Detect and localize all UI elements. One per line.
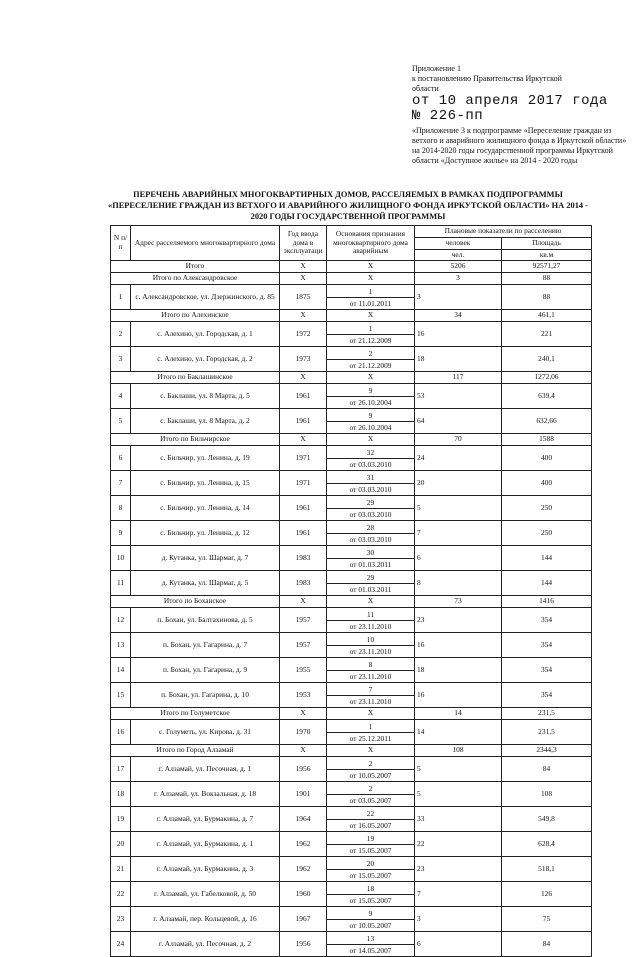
- table-body: [111, 261, 592, 957]
- row-basis: [327, 882, 415, 907]
- subtotal-area: 2344,3: [502, 745, 592, 757]
- appendix-note: «Приложение 3 к подпрограмме «Переселение граждан из ветхого и аварийного жилищного фонда в Иркутской области» на 2014-2020 годы государственной программы Иркутской области «Доступное жилье» на 2014 - 2020 годы: [412, 126, 627, 165]
- subtotal-people: 73: [415, 596, 502, 608]
- row-address: п. Бохан, ул. Балтахинова, д. 5: [131, 608, 280, 633]
- row-number: 23: [111, 907, 131, 932]
- row-year: 1967: [280, 907, 327, 932]
- basis-doc-number: 18: [327, 883, 414, 895]
- subtotal-people: 117: [415, 372, 502, 384]
- basis-doc-number: 2: [327, 348, 414, 360]
- subtotal-year: X: [280, 745, 327, 757]
- row-people: 53: [415, 384, 502, 409]
- subtotal-row: [111, 372, 592, 384]
- row-address: с. Бильчир, ул. Ленина, д. 12: [131, 521, 280, 546]
- table-row: [111, 446, 592, 471]
- basis-doc-date: от 01.03.2011: [349, 584, 392, 594]
- basis-doc-date: от 03.03.2010: [349, 534, 392, 544]
- row-area: 400: [502, 446, 592, 471]
- row-number: 4: [111, 384, 131, 409]
- subtotal-label: Итого по Бильчирское: [111, 434, 280, 446]
- basis-doc-date: от 21.12.2009: [349, 360, 392, 370]
- subtotal-label: Итого по Город Алзамай: [111, 745, 280, 757]
- basis-doc-number: 19: [327, 833, 414, 845]
- row-people: 22: [415, 832, 502, 857]
- subtotal-row: [111, 708, 592, 720]
- basis-doc-number: 20: [327, 858, 414, 870]
- row-year: 1956: [280, 757, 327, 782]
- table-row: [111, 757, 592, 782]
- row-people: 16: [415, 683, 502, 708]
- basis-doc-date: от 15.05.2007: [349, 895, 392, 905]
- subtotal-year: X: [280, 273, 327, 285]
- row-basis: [327, 409, 415, 434]
- document-header: [412, 64, 627, 166]
- subtotal-row: [111, 596, 592, 608]
- basis-doc-number: 22: [327, 808, 414, 820]
- subtotal-row: [111, 261, 592, 273]
- basis-doc-date: от 11.01.2011: [349, 298, 392, 308]
- row-year: 1973: [280, 347, 327, 372]
- subtotal-basis: X: [327, 372, 415, 384]
- row-people: 7: [415, 521, 502, 546]
- table-row: [111, 857, 592, 882]
- row-area: 628,4: [502, 832, 592, 857]
- subtotal-people: 14: [415, 708, 502, 720]
- row-people: 16: [415, 633, 502, 658]
- subtotal-basis: X: [327, 434, 415, 446]
- basis-doc-date: от 21.12.2009: [349, 335, 392, 345]
- row-number: 8: [111, 496, 131, 521]
- row-address: г. Алзамай, пер. Кольцевой, д. 16: [131, 907, 280, 932]
- row-number: 19: [111, 807, 131, 832]
- basis-doc-date: от 23.11.2010: [349, 671, 392, 681]
- header-number: N п/п: [111, 226, 131, 261]
- header-year: Год ввода дома в эксплуатаци: [280, 226, 327, 261]
- row-people: 64: [415, 409, 502, 434]
- basis-doc-date: от 14.05.2007: [349, 945, 392, 955]
- row-address: г. Алзамай, ул. Бурмакина, д. 3: [131, 857, 280, 882]
- row-year: 1962: [280, 832, 327, 857]
- row-address: п. Бохан, ул. Гагарина, д. 7: [131, 633, 280, 658]
- table-row: [111, 521, 592, 546]
- row-number: 2: [111, 322, 131, 347]
- row-basis: [327, 782, 415, 807]
- row-basis: [327, 496, 415, 521]
- row-number: 10: [111, 546, 131, 571]
- basis-doc-number: 9: [327, 908, 414, 920]
- subtotal-year: X: [280, 372, 327, 384]
- row-basis: [327, 807, 415, 832]
- subtotal-year: X: [280, 310, 327, 322]
- row-number: 21: [111, 857, 131, 882]
- row-number: 17: [111, 757, 131, 782]
- row-year: 1961: [280, 384, 327, 409]
- row-basis: [327, 658, 415, 683]
- subtotal-basis: X: [327, 310, 415, 322]
- row-basis: [327, 471, 415, 496]
- subtotal-area: 1588: [502, 434, 592, 446]
- subtotal-area: 1272,06: [502, 372, 592, 384]
- basis-doc-date: от 15.05.2007: [349, 845, 392, 855]
- header-area: Площадь: [502, 238, 592, 250]
- table-row: [111, 546, 592, 571]
- row-people: 6: [415, 546, 502, 571]
- subtotal-people: 108: [415, 745, 502, 757]
- subtotal-label: Итого по Баклашинское: [111, 372, 280, 384]
- row-people: 6: [415, 932, 502, 957]
- row-year: 1955: [280, 658, 327, 683]
- basis-doc-date: от 23.11.2010: [349, 621, 392, 631]
- row-area: 354: [502, 608, 592, 633]
- basis-doc-number: 2: [327, 758, 414, 770]
- basis-doc-number: 8: [327, 659, 414, 671]
- row-area: 231,5: [502, 720, 592, 745]
- table-row: [111, 322, 592, 347]
- basis-doc-date: от 01.03.2011: [349, 559, 392, 569]
- header-plan: Плановые показатели по расселению: [415, 226, 592, 238]
- row-area: 126: [502, 882, 592, 907]
- subtotal-basis: X: [327, 596, 415, 608]
- table-row: [111, 907, 592, 932]
- basis-doc-date: от 03.03.2010: [349, 509, 392, 519]
- subtotal-year: X: [280, 434, 327, 446]
- row-area: 84: [502, 932, 592, 957]
- subtotal-basis: X: [327, 261, 415, 273]
- row-area: 639,4: [502, 384, 592, 409]
- houses-table: [110, 225, 592, 957]
- subtotal-row: [111, 273, 592, 285]
- row-year: 1972: [280, 322, 327, 347]
- row-area: 88: [502, 285, 592, 310]
- table-row: [111, 807, 592, 832]
- row-year: 1953: [280, 683, 327, 708]
- row-address: с. Александровское, ул. Дзержинского, д. 85: [131, 285, 280, 310]
- row-address: с. Бильчир, ул. Ленина, д. 19: [131, 446, 280, 471]
- row-area: 75: [502, 907, 592, 932]
- row-area: 400: [502, 471, 592, 496]
- row-people: 14: [415, 720, 502, 745]
- basis-doc-date: от 15.05.2007: [349, 870, 392, 880]
- row-basis: [327, 932, 415, 957]
- row-year: 1970: [280, 720, 327, 745]
- row-basis: [327, 832, 415, 857]
- table-row: [111, 782, 592, 807]
- row-people: 24: [415, 446, 502, 471]
- table-row: [111, 571, 592, 596]
- row-number: 11: [111, 571, 131, 596]
- row-address: г. Алзамай, ул. Вокзальная, д. 18: [131, 782, 280, 807]
- subtotal-year: X: [280, 596, 327, 608]
- subtotal-label: Итого по Александровское: [111, 273, 280, 285]
- row-people: 20: [415, 471, 502, 496]
- row-people: 3: [415, 907, 502, 932]
- row-address: п. Бохан, ул. Гагарина, д. 9: [131, 658, 280, 683]
- row-year: 1961: [280, 521, 327, 546]
- row-year: 1971: [280, 471, 327, 496]
- row-number: 12: [111, 608, 131, 633]
- table-row: [111, 347, 592, 372]
- decree-reference-region: области: [412, 84, 439, 93]
- row-basis: [327, 546, 415, 571]
- table-row: [111, 932, 592, 957]
- decree-number: № 226-пп: [412, 108, 484, 124]
- subtotal-label: Итого по Голуметское: [111, 708, 280, 720]
- subtotal-row: [111, 434, 592, 446]
- row-area: 632,66: [502, 409, 592, 434]
- table-row: [111, 384, 592, 409]
- subtotal-area: 1416: [502, 596, 592, 608]
- basis-doc-number: 1: [327, 721, 414, 733]
- row-number: 6: [111, 446, 131, 471]
- basis-doc-number: 30: [327, 547, 414, 559]
- appendix-label: Приложение 1: [412, 64, 461, 73]
- row-basis: [327, 608, 415, 633]
- basis-doc-date: от 03.03.2010: [349, 459, 392, 469]
- row-address: г. Алзамай, ул. Бурмакина, д. 7: [131, 807, 280, 832]
- row-address: с. Баклаши, ул. 8 Марта, д. 2: [131, 409, 280, 434]
- row-area: 354: [502, 658, 592, 683]
- row-number: 5: [111, 409, 131, 434]
- subtotal-area: 461,1: [502, 310, 592, 322]
- row-number: 20: [111, 832, 131, 857]
- table-row: [111, 658, 592, 683]
- row-year: 1875: [280, 285, 327, 310]
- row-people: 3: [415, 285, 502, 310]
- row-address: с. Алехино, ул. Городская, д. 2: [131, 347, 280, 372]
- basis-doc-date: от 26.10.2004: [349, 397, 392, 407]
- row-number: 3: [111, 347, 131, 372]
- basis-doc-number: 13: [327, 933, 414, 945]
- table-row: [111, 471, 592, 496]
- basis-doc-number: 28: [327, 522, 414, 534]
- basis-doc-number: 10: [327, 634, 414, 646]
- basis-doc-date: от 10.05.2007: [349, 920, 392, 930]
- row-address: г. Алзамай, ул. Бурмакина, д. 1: [131, 832, 280, 857]
- row-basis: [327, 720, 415, 745]
- subtotal-area: 231,5: [502, 708, 592, 720]
- table-row: [111, 832, 592, 857]
- subtotal-area: 92571,27: [502, 261, 592, 273]
- basis-doc-number: 32: [327, 447, 414, 459]
- row-people: 23: [415, 608, 502, 633]
- subtotal-area: 88: [502, 273, 592, 285]
- row-basis: [327, 446, 415, 471]
- row-basis: [327, 521, 415, 546]
- table-row: [111, 633, 592, 658]
- row-address: г. Алзамай, ул. Песочная, д. 1: [131, 757, 280, 782]
- row-area: 354: [502, 633, 592, 658]
- row-year: 1901: [280, 782, 327, 807]
- subtotal-row: [111, 745, 592, 757]
- table-row: [111, 882, 592, 907]
- row-address: г. Алзамай, ул. Габелковой, д. 50: [131, 882, 280, 907]
- header-area-unit: кв.м: [502, 250, 592, 261]
- basis-doc-number: 29: [327, 572, 414, 584]
- basis-doc-number: 1: [327, 323, 414, 335]
- table-row: [111, 608, 592, 633]
- row-address: с. Баклаши, ул. 8 Марта, д. 5: [131, 384, 280, 409]
- subtotal-people: 34: [415, 310, 502, 322]
- row-area: 108: [502, 782, 592, 807]
- row-basis: [327, 907, 415, 932]
- basis-doc-number: 11: [327, 609, 414, 621]
- row-year: 1957: [280, 608, 327, 633]
- row-number: 22: [111, 882, 131, 907]
- row-address: с. Бильчир, ул. Ленина, д. 14: [131, 496, 280, 521]
- table-row: [111, 496, 592, 521]
- subtotal-basis: X: [327, 708, 415, 720]
- basis-doc-date: от 03.05.2007: [349, 795, 392, 805]
- basis-doc-date: от 25.12.2011: [349, 733, 392, 743]
- row-area: 250: [502, 496, 592, 521]
- row-number: 1: [111, 285, 131, 310]
- row-area: 240,1: [502, 347, 592, 372]
- row-year: 1962: [280, 857, 327, 882]
- subtotal-people: 70: [415, 434, 502, 446]
- decree-reference: к постановлению Правительства Иркутской: [412, 74, 562, 83]
- row-area: 518,1: [502, 857, 592, 882]
- row-area: 549,8: [502, 807, 592, 832]
- header-people-unit: чел.: [415, 250, 502, 261]
- basis-doc-number: 1: [327, 286, 414, 298]
- basis-doc-number: 31: [327, 472, 414, 484]
- row-year: 1961: [280, 409, 327, 434]
- row-basis: [327, 571, 415, 596]
- row-people: 16: [415, 322, 502, 347]
- row-number: 18: [111, 782, 131, 807]
- row-number: 13: [111, 633, 131, 658]
- row-address: г. Алзамай, ул. Песочная, д. 2: [131, 932, 280, 957]
- row-address: с. Бильчир, ул. Ленина, д. 15: [131, 471, 280, 496]
- row-number: 24: [111, 932, 131, 957]
- row-address: д. Кутанка, ул. Шармаг, д. 7: [131, 546, 280, 571]
- basis-doc-number: 2: [327, 783, 414, 795]
- row-area: 144: [502, 571, 592, 596]
- basis-doc-number: 7: [327, 684, 414, 696]
- row-number: 9: [111, 521, 131, 546]
- row-area: 144: [502, 546, 592, 571]
- row-number: 16: [111, 720, 131, 745]
- basis-doc-date: от 26.10.2004: [349, 422, 392, 432]
- row-people: 5: [415, 782, 502, 807]
- subtotal-basis: X: [327, 745, 415, 757]
- row-area: 354: [502, 683, 592, 708]
- row-year: 1964: [280, 807, 327, 832]
- row-year: 1961: [280, 496, 327, 521]
- header-basis: Основания признания многоквартирного дома аварийным: [327, 226, 415, 261]
- decree-date: от 10 апреля 2017 года: [412, 93, 608, 109]
- table-row: [111, 720, 592, 745]
- basis-doc-date: от 16.05.2007: [349, 820, 392, 830]
- basis-doc-date: от 23.11.2010: [349, 696, 392, 706]
- basis-doc-number: 29: [327, 497, 414, 509]
- row-number: 7: [111, 471, 131, 496]
- subtotal-people: 5206: [415, 261, 502, 273]
- row-people: 18: [415, 347, 502, 372]
- row-year: 1971: [280, 446, 327, 471]
- basis-doc-number: 9: [327, 410, 414, 422]
- basis-doc-number: 9: [327, 385, 414, 397]
- row-basis: [327, 322, 415, 347]
- row-year: 1983: [280, 546, 327, 571]
- row-area: 221: [502, 322, 592, 347]
- row-people: 18: [415, 658, 502, 683]
- row-area: 250: [502, 521, 592, 546]
- subtotal-label: Итого: [111, 261, 280, 273]
- subtotal-basis: X: [327, 273, 415, 285]
- basis-doc-date: от 10.05.2007: [349, 770, 392, 780]
- subtotal-year: X: [280, 708, 327, 720]
- row-basis: [327, 384, 415, 409]
- row-basis: [327, 757, 415, 782]
- row-basis: [327, 633, 415, 658]
- row-people: 7: [415, 882, 502, 907]
- subtotal-row: [111, 310, 592, 322]
- row-people: 5: [415, 757, 502, 782]
- row-year: 1956: [280, 932, 327, 957]
- basis-doc-date: от 03.03.2010: [349, 484, 392, 494]
- row-number: 14: [111, 658, 131, 683]
- row-year: 1960: [280, 882, 327, 907]
- header-address: Адрес расселяемого многоквартирного дома: [131, 226, 280, 261]
- row-year: 1957: [280, 633, 327, 658]
- row-number: 15: [111, 683, 131, 708]
- row-people: 8: [415, 571, 502, 596]
- row-area: 84: [502, 757, 592, 782]
- row-people: 5: [415, 496, 502, 521]
- subtotal-label: Итого по Алехинское: [111, 310, 280, 322]
- row-basis: [327, 683, 415, 708]
- row-address: с. Голуметь, ул. Кирова, д. 31: [131, 720, 280, 745]
- subtotal-people: 3: [415, 273, 502, 285]
- row-basis: [327, 857, 415, 882]
- table-row: [111, 285, 592, 310]
- row-basis: [327, 285, 415, 310]
- row-people: 23: [415, 857, 502, 882]
- table-row: [111, 683, 592, 708]
- header-people: человек: [415, 238, 502, 250]
- document-title: ПЕРЕЧЕНЬ АВАРИЙНЫХ МНОГОКВАРТИРНЫХ ДОМОВ, РАССЕЛЯЕМЫХ В РАМКАХ ПОДПРОГРАММЫ «ПЕРЕСЕЛЕНИЕ ГРАЖДАН ИЗ ВЕТХОГО И АВАРИЙНОГО ЖИЛИЩНОГО ФОНДА ИРКУТСКОЙ ОБЛАСТИ» НА 2014 - 2020 ГОДЫ ГОСУДАРСТВЕННОЙ ПРОГРАММЫ: [108, 190, 588, 221]
- subtotal-label: Итого по Боханское: [111, 596, 280, 608]
- row-year: 1983: [280, 571, 327, 596]
- row-basis: [327, 347, 415, 372]
- subtotal-year: X: [280, 261, 327, 273]
- row-people: 33: [415, 807, 502, 832]
- table-row: [111, 409, 592, 434]
- row-address: с. Алехино, ул. Городская, д. 1: [131, 322, 280, 347]
- row-address: п. Бохан, ул. Гагарина, д. 10: [131, 683, 280, 708]
- row-address: д. Кутанка, ул. Шармаг, д. 5: [131, 571, 280, 596]
- basis-doc-date: от 23.11.2010: [349, 646, 392, 656]
